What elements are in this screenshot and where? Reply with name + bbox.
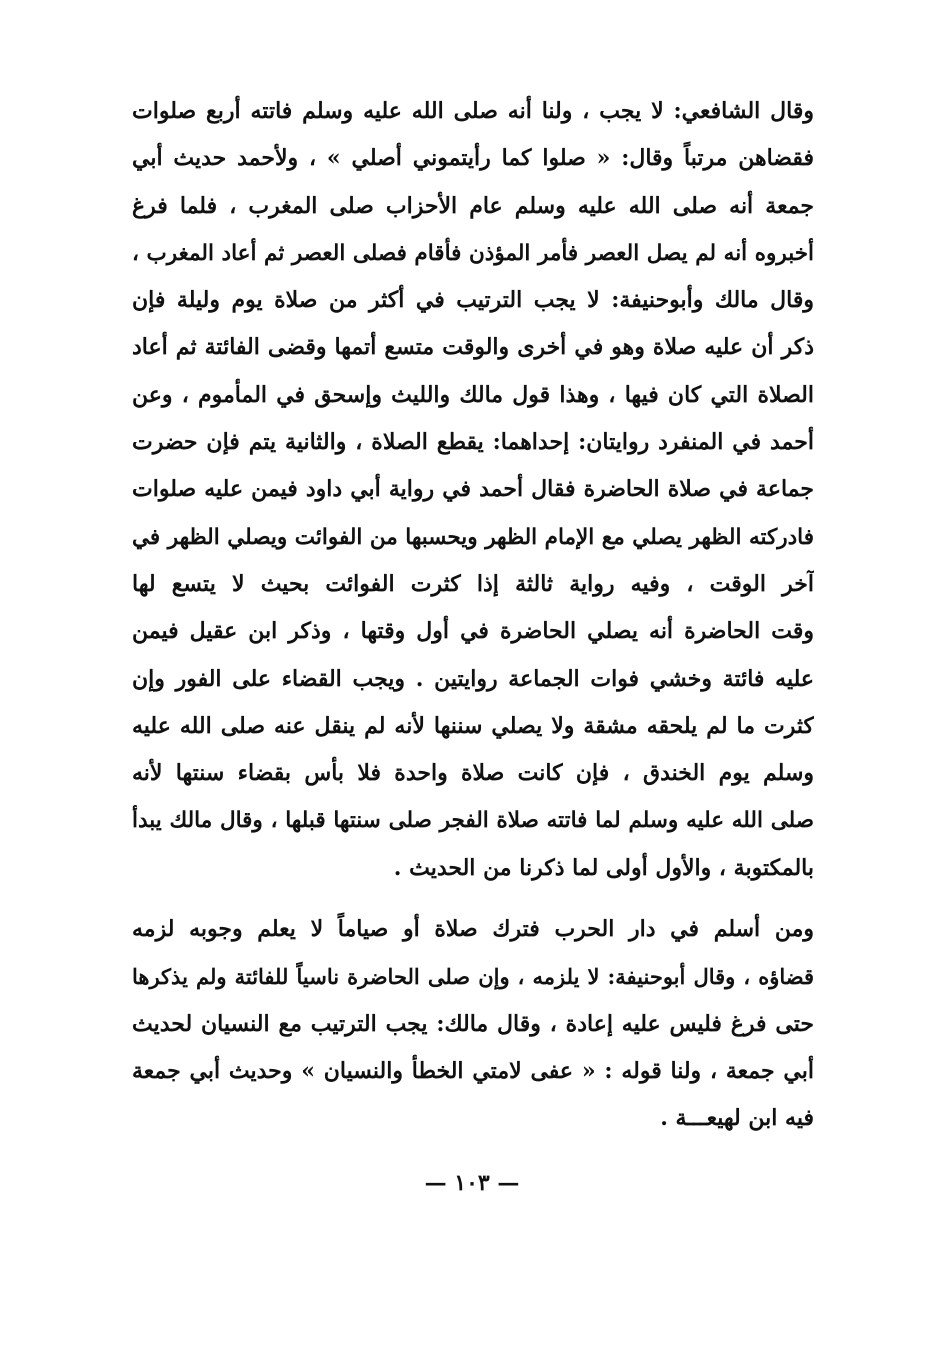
text-line: وسلم يوم الخندق ، فإن كانت صلاة واحدة فلا بأس بقضاء سنتها لأنه	[132, 760, 814, 787]
text-line: جماعة في صلاة الحاضرة فقال أحمد في رواية أبي داود فيمن عليه صلوات	[132, 476, 814, 503]
paragraph-2	[132, 906, 814, 1142]
text-line: ذكر أن عليه صلاة وهو في أخرى والوقت متسع أتمها وقضى الفائتة ثم أعاد	[132, 334, 814, 361]
text-line: وقت الحاضرة أنه يصلي الحاضرة في أول وقتها ، وذكر ابن عقيل فيمن	[132, 618, 814, 645]
text-line: صلى الله عليه وسلم لما فاتته صلاة الفجر صلى سنتها قبلها ، وقال مالك يبدأ	[132, 808, 814, 834]
text-line: أحمد في المنفرد روايتان: إحداهما: يقطع الصلاة ، والثانية يتم فإن حضرت	[132, 429, 814, 456]
text-line: كثرت ما لم يلحقه مشقة ولا يصلي سننها لأنه لم ينقل عنه صلى الله عليه	[132, 712, 814, 739]
text-line: فيه ابن لهيعـــة .	[660, 1105, 814, 1132]
page-number: — ١٠٣ —	[424, 1170, 520, 1196]
text-line: أبي جمعة ، ولنا قوله : « عفى لامتي الخطأ والنسيان » وحديث أبي جمعة	[132, 1057, 814, 1084]
text-line: أخبروه أنه لم يصل العصر فأمر المؤذن فأقام فصلى العصر ثم أعاد المغرب ،	[132, 240, 814, 266]
text-line: وقال مالك وأبوحنيفة: لا يجب الترتيب في أكثر من صلاة يوم وليلة فإن	[132, 287, 814, 314]
text-line: فادركته الظهر يصلي مع الإمام الظهر ويحسبها من الفوائت ويصلي الظهر في	[132, 524, 814, 550]
text-line: آخر الوقت ، وفيه رواية ثالثة إذا كثرت الفوائت بحيث لا يتسع لها	[132, 570, 814, 597]
text-line: الصلاة التي كان فيها ، وهذا قول مالك والليث وإسحق في المأموم ، وعن	[132, 381, 814, 408]
text-line: ومن أسلم في دار الحرب فترك صلاة أو صياماً لا يعلم وجوبه لزمه	[132, 916, 814, 942]
text-line: فقضاهن مرتباً وقال: « صلوا كما رأيتموني أصلي » ، ولأحمد حديث أبي	[132, 145, 814, 172]
text-line: بالمكتوبة ، والأول أولى لما ذكرنا من الحديث .	[393, 854, 814, 881]
text-line: قضاؤه ، وقال أبوحنيفة: لا يلزمه ، وإن صلى الحاضرة ناسياً للفائتة ولم يذكرها	[132, 964, 814, 990]
text-line: وقال الشافعي: لا يجب ، ولنا أنه صلى الله عليه وسلم فاتته أربع صلوات	[132, 98, 814, 124]
text-line: جمعة أنه صلى الله عليه وسلم عام الأحزاب صلى المغرب ، فلما فرغ	[132, 192, 814, 219]
paragraph-1	[132, 88, 814, 892]
text-line: حتى فرغ فليس عليه إعادة ، وقال مالك: يجب الترتيب مع النسيان لحديث	[132, 1010, 814, 1037]
text-line: عليه فائتة وخشي فوات الجماعة روايتين . ويجب القضاء على الفور وإن	[132, 665, 814, 692]
